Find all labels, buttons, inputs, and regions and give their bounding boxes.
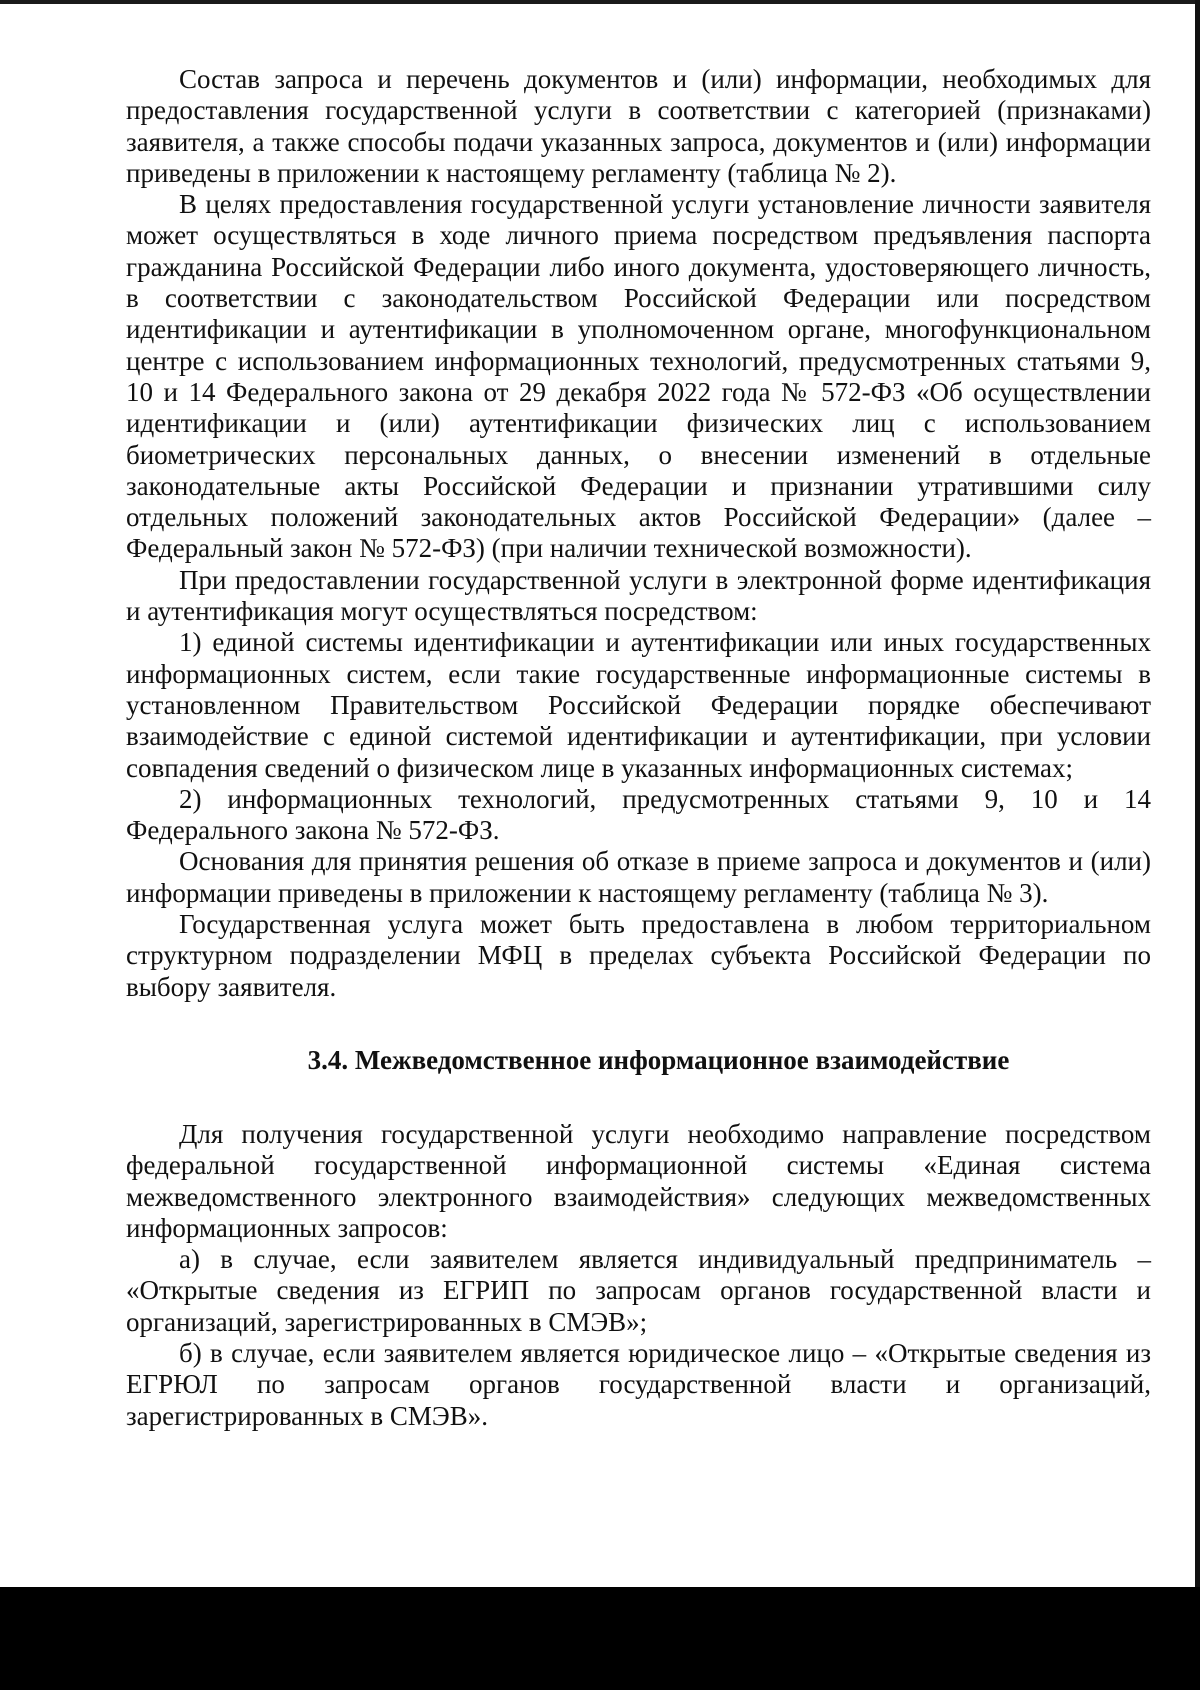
paragraph-request-composition: Состав запроса и перечень документов и (или) информации, необходимых для предоставления государственной услуги в соответствии с категорией (признаками) заявителя, а также способы подачи указанных запроса, документов и (или) информации приведены в приложении к настоящему регламенту (таблица № 2). — [126, 64, 1151, 188]
scan-edge-bottom — [0, 1587, 1200, 1690]
section-heading: 3.4. Межведомственное информационное взаимодействие — [307, 1044, 1010, 1075]
paragraph-identity-verification: В целях предоставления государственной услуги установление личности заявителя может осуществляться в ходе личного приема посредством предъявления паспорта гражданина Российской Федерации либо иного документа, удостоверяющего личность, в соответствии с законодательством Российской Федерации или посредством идентификации и аутентификации в уполномоченном органе, многофункциональном центре с использованием информационных технологий, предусмотренных статьями 9, 10 и 14 Федерального закона от 29 декабря 2022 года № 572-ФЗ «Об осуществлении идентификации и (или) аутентификации физических лиц с использованием биометрических персональных данных, о внесении изменений в отдельные законодательные акты Российской Федерации и признании утратившими силу отдельных положений законодательных актов Российской Федерации» (далее – Федеральный закон № 572-ФЗ) (при наличии технической возможности). — [126, 189, 1151, 564]
list-item-2: 2) информационных технологий, предусмотренных статьями 9, 10 и 14 Федерального закона № 572-ФЗ. — [126, 783, 1151, 846]
paragraph-interagency-requests: Для получения государственной услуги необходимо направление посредством федеральной государственной информационной системы «Единая система межведомственного электронного взаимодействия» следующих межведомственных информационных запросов: — [126, 1118, 1151, 1243]
scan-edge-top — [0, 0, 1200, 4]
spacer — [126, 1003, 1151, 1045]
paragraph-electronic-identification: При предоставлении государственной услуги в электронной форме идентификация и аутентификация могут осуществляться посредством: — [126, 564, 1151, 627]
paragraph-mfc-territorial: Государственная услуга может быть предоставлена в любом территориальном структурном подразделении МФЦ в пределах субъекта Российской Федерации по выбору заявителя. — [126, 909, 1151, 1002]
spacer — [126, 1076, 1151, 1119]
paragraph-refusal-grounds: Основания для принятия решения об отказе в приеме запроса и документов и (или) информации приведены в приложении к настоящему регламенту (таблица № 3). — [126, 846, 1151, 908]
list-item-1: 1) единой системы идентификации и аутентификации или иных государственных информационных систем, если такие государственные информационные системы в установленном Правительством Российской Федерации порядке обеспечивают взаимодействие с единой системой идентификации и аутентификации, при условии совпадения сведений о физическом лице в указанных информационных системах; — [126, 627, 1151, 783]
list-item-a: а) в случае, если заявителем является индивидуальный предприниматель – «Открытые сведения из ЕГРИП по запросам органов государственной власти и организаций, зарегистрированных в СМЭВ»; — [126, 1244, 1151, 1337]
scan-edge-right — [1195, 0, 1200, 1590]
list-item-b: б) в случае, если заявителем является юридическое лицо – «Открытые сведения из ЕГРЮЛ по запросам органов государственной власти и организаций, зарегистрированных в СМЭВ». — [126, 1337, 1151, 1431]
document-body — [126, 64, 1151, 1432]
